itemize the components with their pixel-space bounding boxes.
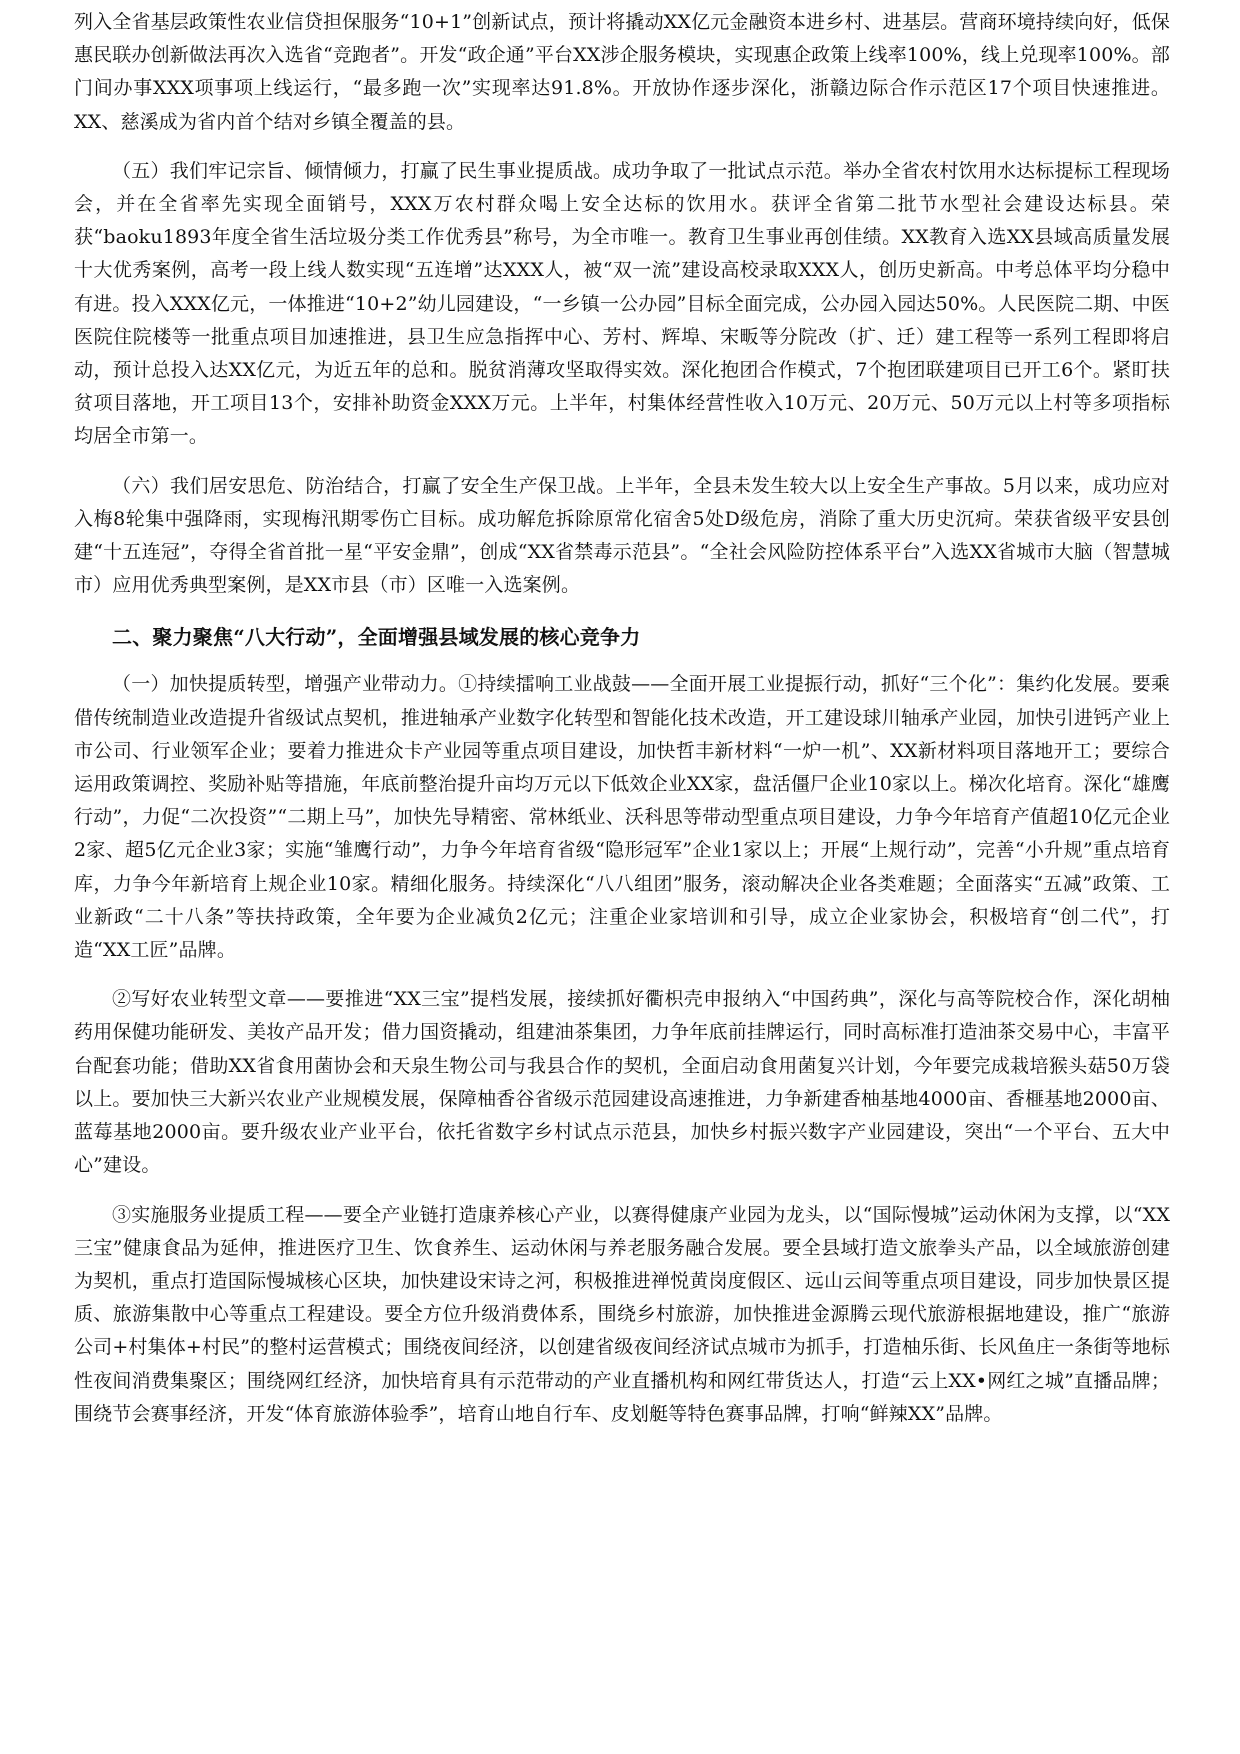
paragraph-opening-continued: 列入全省基层政策性农业信贷担保服务“10+1”创新试点，预计将撬动XX亿元金融资本进乡村、进基层。营商环境持续向好，低保惠民联办创新做法再次入选省“竞跑者”。开发“政企通”平台XX涉企服务模块，实现惠企政策上线率100%，线上兑现率100%。部门间办事XXX项事项上线运行，“最多跑一次”实现率达91.8%。开放协作逐步深化，浙赣边际合作示范区17个项目快速推进。XX、慈溪成为省内首个结对乡镇全覆盖的县。 bbox=[74, 11, 1170, 133]
paragraph-agriculture-transformation: ②写好农业转型文章——要推进“XX三宝”提档发展，接续抓好衢枳壳申报纳入“中国药典”，深化与高等院校合作，深化胡柚药用保健功能研发、美妆产品开发；借力国资撬动，组建油茶集团，力争年底前挂牌运行，同时高标准打造油茶交易中心，丰富平台配套功能；借助XX省食用菌协会和天泉生物公司与我县合作的契机，全面启动食用菌复兴计划，今年要完成栽培猴头菇50万袋以上。要加快三大新兴农业产业规模发展，保障柚香谷省级示范园建设高速推进，力争新建香柚基地4000亩、香榧基地2000亩、蓝莓基地2000亩。要升级农业产业平台，依托省数字乡村试点示范县，加快乡村振兴数字产业园建设，突出“一个平台、五大中心”建设。 bbox=[74, 988, 1170, 1177]
section-heading: 二、聚力聚焦“八大行动”，全面增强县域发展的核心竞争力 bbox=[112, 625, 641, 650]
paragraph-service-industry: ③实施服务业提质工程——要全产业链打造康养核心产业，以赛得健康产业园为龙头，以“国际慢城”运动休闲为支撑，以“XX三宝”健康食品为延伸，推进医疗卫生、饮食养生、运动休闲与养老服务融合发展。要全县域打造文旅拳头产品，以全域旅游创建为契机，重点打造国际慢城核心区块，加快建设宋诗之河，积极推进禅悦黄岗度假区、远山云间等重点项目建设，同步加快景区提质、旅游集散中心等重点工程建设。要全方位升级消费体系，围绕乡村旅游，加快推进金源腾云现代旅游根据地建设，推广“旅游公司+村集体+村民”的整村运营模式；围绕夜间经济，以创建省级夜间经济试点城市为抓手，打造柚乐街、长风鱼庄一条街等地标性夜间消费集聚区；围绕网红经济，加快培育具有示范带动的产业直播机构和网红带货达人，打造“云上XX•网红之城”直播品牌；围绕节会赛事经济，开发“体育旅游体验季”，培育山地自行车、皮划艇等特色赛事品牌，打响“鲜辣XX”品牌。 bbox=[74, 1203, 1170, 1425]
paragraph-section-five: （五）我们牢记宗旨、倾情倾力，打赢了民生事业提质战。成功争取了一批试点示范。举办全省农村饮用水达标提标工程现场会，并在全省率先实现全面销号，XXX万农村群众喝上安全达标的饮用水。获评全省第二批节水型社会建设达标县。荣获“baoku1893年度全省生活垃圾分类工作优秀县”称号，为全市唯一。教育卫生事业再创佳绩。XX教育入选XX县域高质量发展十大优秀案例，高考一段上线人数实现“五连增”达XXX人，被“双一流”建设高校录取XXX人，创历史新高。中考总体平均分稳中有进。投入XXX亿元，一体推进“10+2”幼儿园建设，“一乡镇一公办园”目标全面完成，公办园入园达50%。人民医院二期、中医医院住院楼等一批重点项目加速推进，县卫生应急指挥中心、芳村、辉埠、宋畈等分院改（扩、迁）建工程等一系列工程即将启动，预计总投入达XX亿元，为近五年的总和。脱贫消薄攻坚取得实效。深化抱团合作模式，7个抱团联建项目已开工6个。紧盯扶贫项目落地，开工项目13个，安排补助资金XXX万元。上半年，村集体经营性收入10万元、20万元、50万元以上村等多项指标均居全市第一。 bbox=[74, 159, 1170, 448]
paragraph-section-six: （六）我们居安思危、防治结合，打赢了安全生产保卫战。上半年，全县未发生较大以上安全生产事故。5月以来，成功应对入梅8轮集中强降雨，实现梅汛期零伤亡目标。成功解危拆除原常化宿舍5处D级危房，消除了重大历史沉疴。荣获省级平安县创建“十五连冠”，夺得全省首批一星“平安金鼎”，创成“XX省禁毒示范县”。“全社会风险防控体系平台”入选XX省城市大脑（智慧城市）应用优秀典型案例，是XX市县（市）区唯一入选案例。 bbox=[74, 474, 1170, 597]
paragraph-industry-transformation: （一）加快提质转型，增强产业带动力。①持续擂响工业战鼓——全面开展工业提振行动，抓好“三个化”：集约化发展。要乘借传统制造业改造提升省级试点契机，推进轴承产业数字化转型和智能化技术改造，开工建设球川轴承产业园，加快引进钙产业上市公司、行业领军企业；要着力推进众卡产业园等重点项目建设，加快哲丰新材料“一炉一机”、XX新材料项目落地开工；要综合运用政策调控、奖励补贴等措施，年底前整治提升亩均万元以下低效企业XX家，盘活僵尸企业10家以上。梯次化培育。深化“雄鹰行动”，力促“二次投资”“二期上马”，加快先导精密、常林纸业、沃科思等带动型重点项目建设，力争今年培育产值超10亿元企业2家、超5亿元企业3家；实施“雏鹰行动”，力争今年培育省级“隐形冠军”企业1家以上；开展“上规行动”，完善“小升规”重点培育库，力争今年新培育上规企业10家。精细化服务。持续深化“八八组团”服务，滚动解决企业各类难题；全面落实“五减”政策、工业新政“二十八条”等扶持政策，全年要为企业减负2亿元；注重企业家培训和引导，成立企业家协会，积极培育“创二代”，打造“XX工匠”品牌。 bbox=[74, 673, 1170, 962]
